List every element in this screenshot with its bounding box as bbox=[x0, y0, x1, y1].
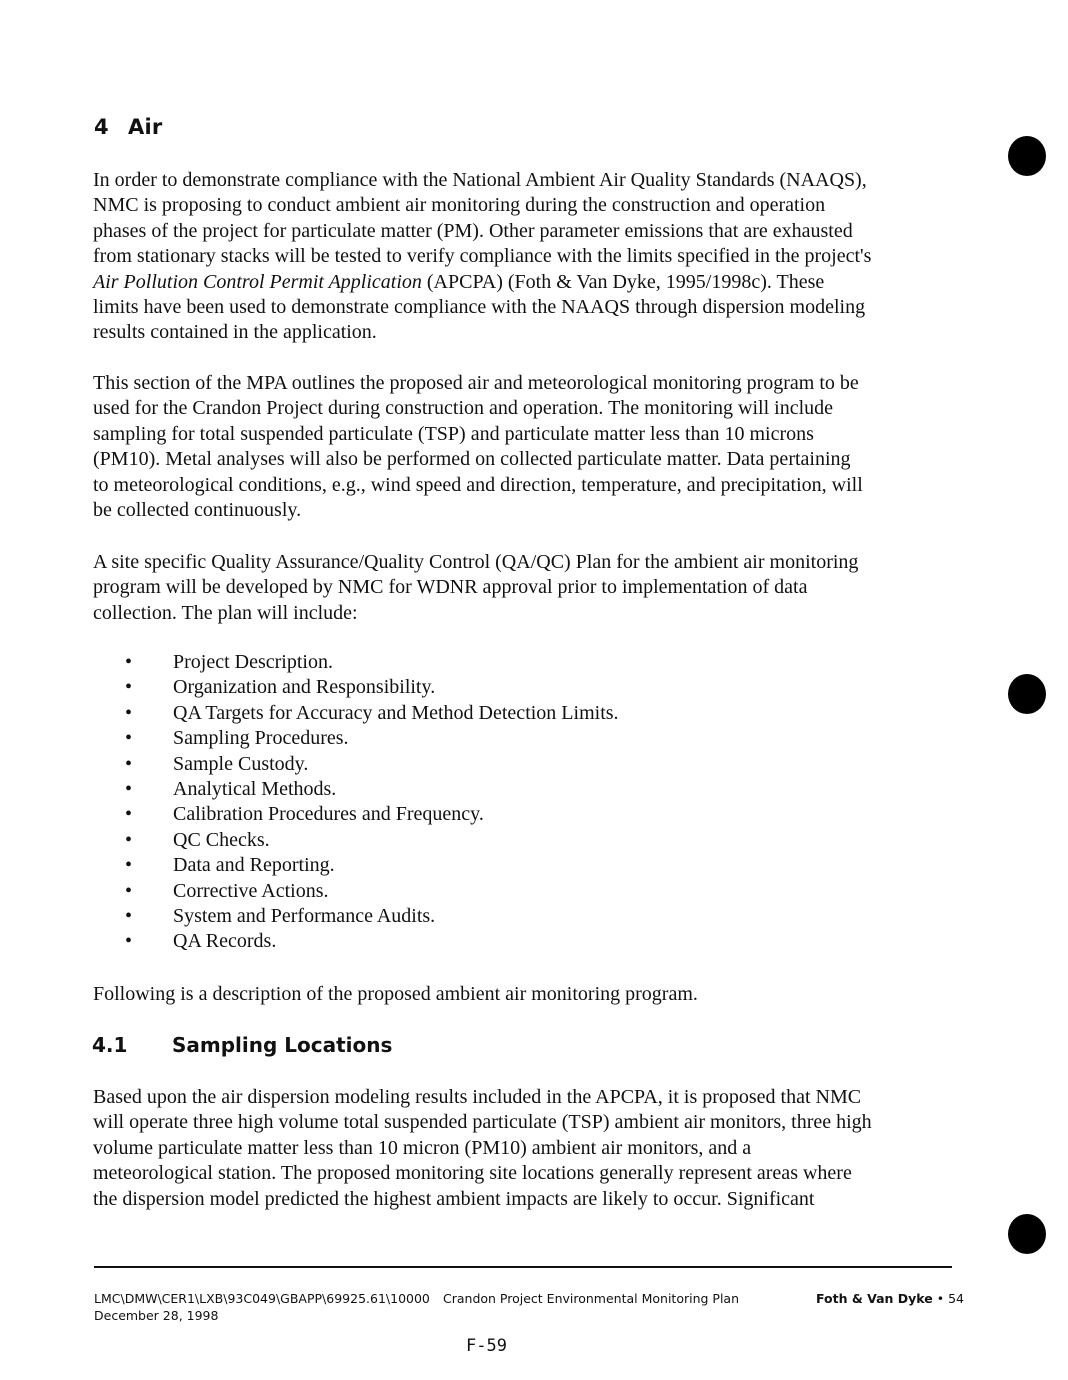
text-line: collection. The plan will include: bbox=[93, 601, 358, 624]
bullet-icon: • bbox=[125, 727, 133, 750]
subsection-heading bbox=[92, 1033, 392, 1057]
list-item: • Organization and Responsibility. bbox=[93, 675, 619, 700]
bullet-icon: • bbox=[125, 651, 133, 673]
text-line-rest: (APCPA) (Foth & Van Dyke, 1995/1998c). These bbox=[421, 270, 825, 293]
page-stamp: F-59 bbox=[466, 1336, 507, 1356]
list-item: • QA Targets for Accuracy and Method Detection Limits. bbox=[93, 701, 619, 726]
text-line-with-italic bbox=[93, 270, 953, 295]
footer-doc-title: Crandon Project Environmental Monitoring Plan bbox=[443, 1291, 740, 1306]
bullet-icon: • bbox=[125, 930, 133, 953]
subsection-number: 4.1 bbox=[92, 1033, 128, 1057]
bullet-icon: • bbox=[125, 879, 133, 902]
text-line: results contained in the application. bbox=[93, 321, 377, 344]
list-item: • QA Records. bbox=[93, 929, 619, 954]
intro-paragraph bbox=[93, 168, 953, 346]
permit-title-italic: Air Pollution Control Permit Application bbox=[93, 270, 422, 293]
footer-date: December 28, 1998 bbox=[94, 1308, 219, 1323]
footer-file-info bbox=[94, 1290, 430, 1324]
footer-company: Foth & Van Dyke bbox=[816, 1291, 933, 1306]
footer-divider bbox=[94, 1266, 952, 1268]
list-item: • QC Checks. bbox=[93, 828, 619, 853]
bullet-icon: • bbox=[125, 777, 133, 800]
plan-items-list bbox=[93, 650, 619, 955]
text-line: will operate three high volume total suspended particulate (TSP) ambient air monitors, three high bbox=[93, 1111, 872, 1134]
text-line: be collected continuously. bbox=[93, 499, 302, 522]
text-line: from stationary stacks will be tested to verify compliance with the limits specified in the project's bbox=[93, 245, 872, 268]
list-item: • System and Performance Audits. bbox=[93, 904, 619, 929]
bullet-icon: • bbox=[125, 904, 133, 927]
text-line: (PM10). Metal analyses will also be performed on collected particulate matter. Data pertaining bbox=[93, 448, 851, 471]
text-line: This section of the MPA outlines the proposed air and meteorological monitoring program to be bbox=[93, 372, 859, 394]
text-line: A site specific Quality Assurance/Quality Control (QA/QC) Plan for the ambient air monitoring bbox=[93, 551, 859, 573]
bullet-icon: • bbox=[125, 752, 133, 775]
punch-hole-mark bbox=[1008, 674, 1046, 714]
list-item: • Data and Reporting. bbox=[93, 853, 619, 878]
text-line: volume particulate matter less than 10 micron (PM10) ambient air monitors, and a bbox=[93, 1136, 752, 1159]
bullet-icon: • bbox=[125, 676, 133, 699]
footer-page-number: 54 bbox=[948, 1291, 965, 1306]
list-item: • Calibration Procedures and Frequency. bbox=[93, 802, 619, 827]
text-line: NMC is proposing to conduct ambient air monitoring during the construction and operation bbox=[93, 194, 826, 217]
following-paragraph bbox=[93, 982, 953, 1007]
punch-hole-mark bbox=[1008, 136, 1046, 176]
punch-hole-mark bbox=[1008, 1214, 1046, 1254]
footer-separator: • bbox=[936, 1291, 945, 1306]
text-line: Based upon the air dispersion modeling results included in the APCPA, it is proposed that NMC bbox=[93, 1086, 862, 1108]
section-title: Air bbox=[128, 115, 163, 139]
list-item: • Sample Custody. bbox=[93, 752, 619, 777]
qaqc-paragraph bbox=[93, 550, 953, 626]
text-line: limits have been used to demonstrate compliance with the NAAQS through dispersion modeling bbox=[93, 296, 866, 319]
list-item: • Analytical Methods. bbox=[93, 777, 619, 802]
footer-company-page bbox=[816, 1290, 964, 1307]
section-heading bbox=[94, 115, 162, 139]
text-line: sampling for total suspended particulate (TSP) and particulate matter less than 10 microns bbox=[93, 422, 814, 445]
bullet-icon: • bbox=[125, 803, 133, 826]
text-line: the dispersion model predicted the highest ambient impacts are likely to occur. Significant bbox=[93, 1187, 815, 1210]
text-line: Following is a description of the proposed ambient air monitoring program. bbox=[93, 983, 698, 1005]
text-line: program will be developed by NMC for WDNR approval prior to implementation of data bbox=[93, 576, 808, 599]
bullet-icon: • bbox=[125, 701, 133, 724]
text-line: used for the Crandon Project during construction and operation. The monitoring will include bbox=[93, 397, 834, 420]
list-item: • Sampling Procedures. bbox=[93, 726, 619, 751]
bullet-icon: • bbox=[125, 828, 133, 851]
program-paragraph bbox=[93, 371, 953, 523]
text-line: In order to demonstrate compliance with the National Ambient Air Quality Standards (NAAQS), bbox=[93, 169, 867, 191]
text-line: phases of the project for particulate matter (PM). Other parameter emissions that are exhausted bbox=[93, 219, 853, 242]
subsection-title: Sampling Locations bbox=[172, 1033, 393, 1057]
text-line: meteorological station. The proposed monitoring site locations generally represent areas where bbox=[93, 1162, 852, 1185]
list-item: • Project Description. bbox=[93, 650, 619, 675]
sampling-paragraph bbox=[93, 1085, 953, 1212]
footer-path: LMC\DMW\CER1\LXB\93C049\GBAPP\69925.61\10000 bbox=[94, 1291, 430, 1306]
bullet-icon: • bbox=[125, 854, 133, 877]
text-line: to meteorological conditions, e.g., wind speed and direction, temperature, and precipitation, will bbox=[93, 473, 863, 496]
list-item: • Corrective Actions. bbox=[93, 879, 619, 904]
section-number: 4 bbox=[94, 115, 109, 139]
